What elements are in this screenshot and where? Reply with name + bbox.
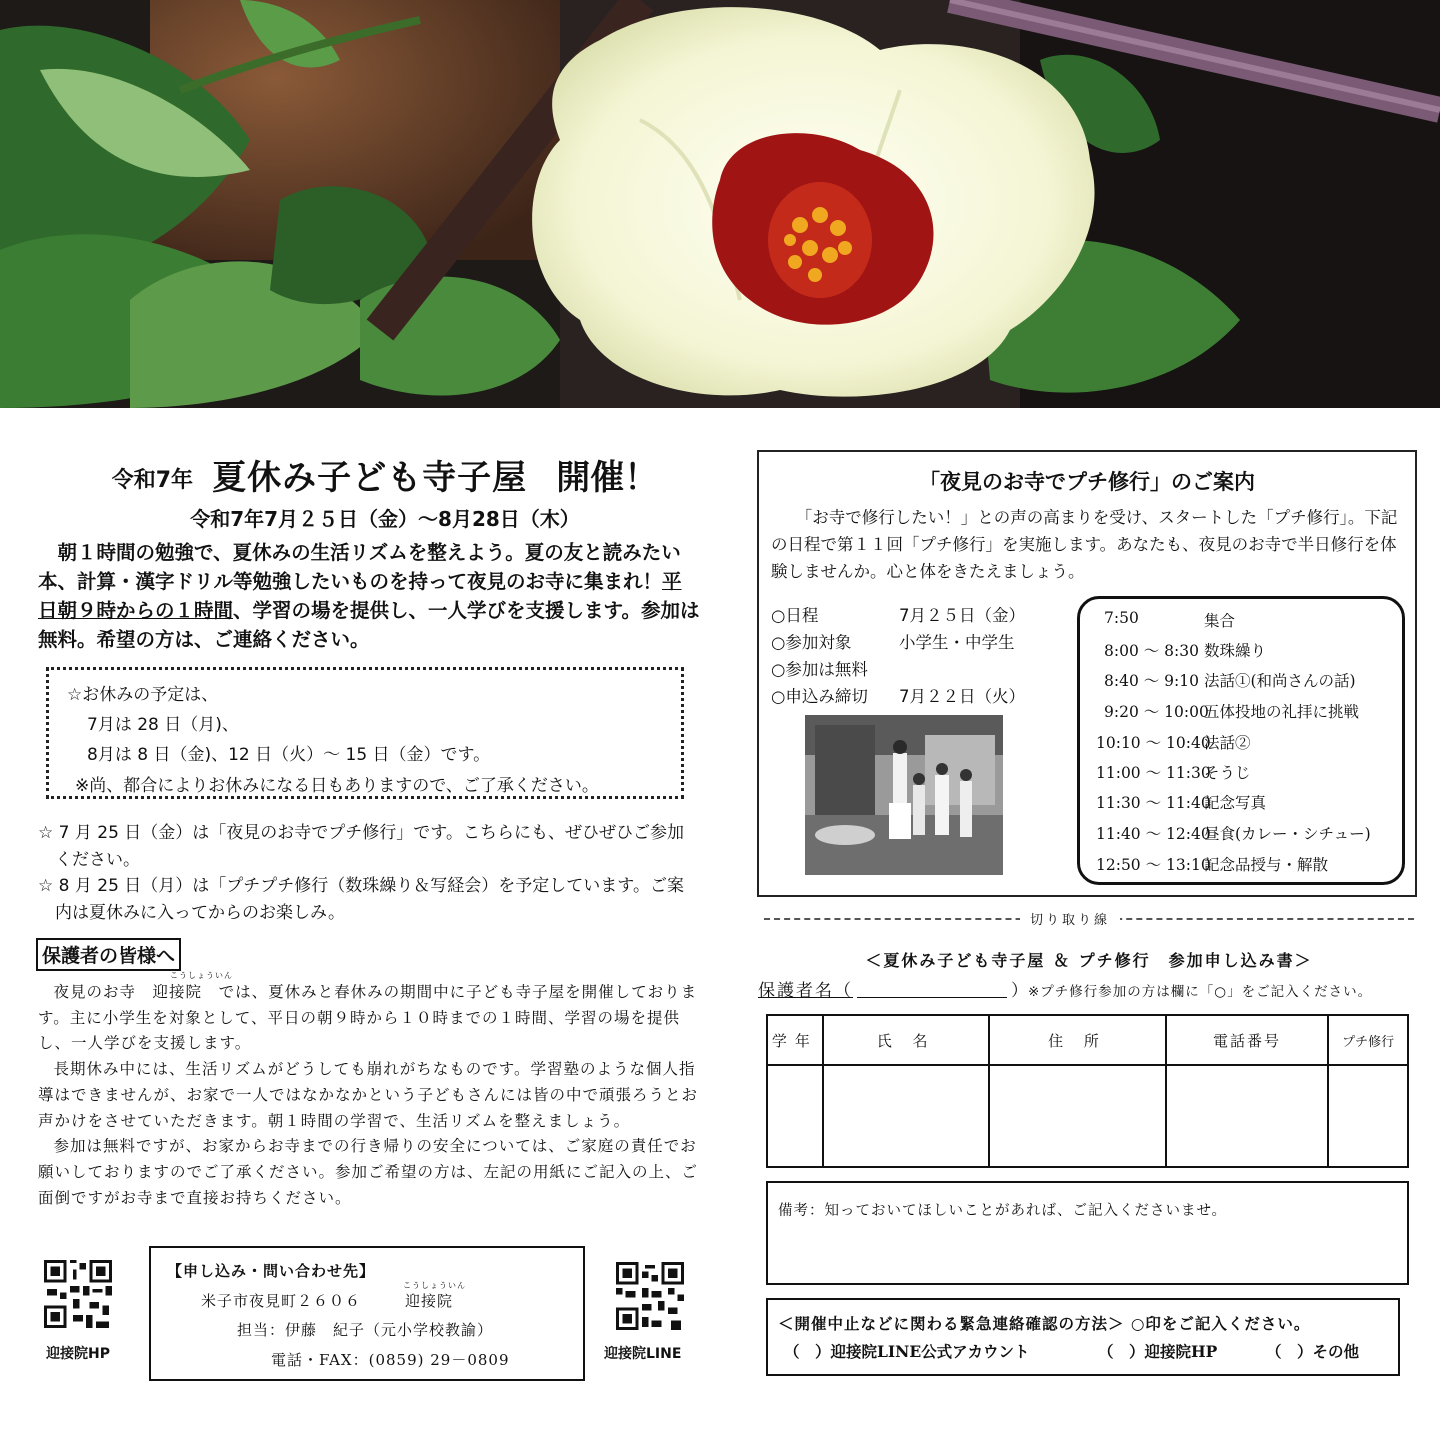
- cut-line-label: 切り取り線: [1020, 909, 1120, 928]
- info-value: 7月２２日（火）: [899, 687, 1025, 706]
- guardian-p1-post: では、夏休みと春休みの期間中に子ども寺子屋を開催しております。主に小学生を対象として、平日の朝９時から１０時までの１時間、学習の場を提供し、一人学びを支援します。: [38, 983, 698, 1053]
- schedule-item: 記念写真: [1204, 794, 1267, 812]
- main-title: [40, 450, 730, 499]
- note-puchipuchi: ☆ 8 月 25 日（月）は「プチプチ修行（数珠繰り＆写経会）を予定しています。ご案内は夏休みに入ってからのお楽しみ。: [38, 876, 684, 923]
- schedule-item: 数珠繰り: [1204, 642, 1267, 660]
- contact-temple: 迎接院: [405, 1292, 454, 1310]
- application-form-title: ＜夏休み子ども寺子屋 ＆ プチ修行 参加申し込み書＞: [865, 951, 1313, 970]
- qr-code-line[interactable]: [616, 1262, 684, 1330]
- qr-line-label: 迎接院LINE: [604, 1346, 682, 1362]
- contact-phone: 電話・FAX：(0859) 29－0809: [271, 1351, 510, 1369]
- guardian-paragraph-1: [38, 980, 698, 1057]
- info-value: 小学生・中学生: [899, 633, 1015, 652]
- guardian-name-field[interactable]: [857, 997, 1007, 998]
- info-label: ○申込み締切: [771, 687, 868, 706]
- intro-text-a: 朝１時間の勉強で、夏休みの生活リズムを整えよう。夏の友と読みたい本、計算・漢字ドリル等勉強したいものを持って夜見のお寺に集まれ！: [38, 541, 681, 593]
- info-label: ○参加は無料: [771, 660, 868, 679]
- table-row: [767, 1065, 1408, 1167]
- schedule-time: 12:50 ～ 13:10: [1096, 856, 1211, 874]
- remarks-box[interactable]: [766, 1181, 1409, 1285]
- holiday-line-4: ※尚、都合によりお休みになる日もありますので、ご了承ください。: [75, 776, 599, 796]
- guardian-note: ※プチ修行参加の方は欄に「○」をご記入ください。: [1028, 984, 1373, 1000]
- intro-underlined-hours: 平日朝９時からの１時間: [38, 570, 682, 622]
- info-value: 7月２５日（金）: [899, 606, 1025, 625]
- emergency-heading: ＜開催中止などに関わる緊急連絡確認の方法＞ ○印をご記入ください。: [778, 1314, 1311, 1333]
- schedule-item: 記念品授与・解散: [1204, 856, 1329, 874]
- header-name: 氏 名: [823, 1015, 989, 1065]
- schedule-time: 11:30 ～ 11:40: [1096, 794, 1211, 812]
- note-puchi-shugyo: ☆ 7 月 25 日（金）は「夜見のお寺でプチ修行」です。こちらにも、ぜひぜひご参加ください。: [38, 823, 684, 870]
- schedule-time: 8:00 ～ 8:30: [1104, 642, 1199, 660]
- info-label: ○日程: [771, 606, 819, 625]
- schedule-time: 10:10 ～ 10:40: [1096, 734, 1211, 752]
- info-row-deadline: [771, 683, 1025, 707]
- info-label: ○参加対象: [771, 633, 852, 652]
- star-notes: [38, 820, 698, 926]
- schedule-box: [1077, 596, 1405, 885]
- schedule-item: 昼食(カレー・シチュー): [1204, 825, 1371, 843]
- cell-name[interactable]: [823, 1065, 989, 1167]
- puchi-shugyo-intro: 「お寺で修行したい！」との声の高まりを受け、スタートした「プチ修行」。下記の日程で第１１回「プチ修行」を実施します。あなたも、夜見のお寺で半日修行を体験しませんか。心と体をきたえましょう。: [771, 508, 1398, 581]
- cell-grade[interactable]: [767, 1065, 823, 1167]
- hibiscus-flower-photo: [0, 0, 1440, 408]
- contact-heading: 【申し込み・問い合わせ先】: [167, 1262, 376, 1280]
- emergency-option-hp[interactable]: （ ）迎接院HP: [1098, 1342, 1218, 1361]
- contact-box: [149, 1246, 585, 1381]
- title-open: 開催！: [556, 458, 659, 498]
- info-row-free: [771, 656, 899, 680]
- qr-hp-label: 迎接院HP: [46, 1346, 110, 1362]
- cell-address[interactable]: [989, 1065, 1165, 1167]
- holiday-schedule-box: [46, 667, 684, 799]
- holiday-line-2: 7月は 28 日（月)、: [87, 715, 239, 735]
- table-header-row: [767, 1015, 1408, 1065]
- intro-text-b: 、学習の場を提供し、一人学びを支援します。参加は無料。希望の方は、ご連絡ください。: [38, 599, 700, 651]
- guardian-paragraph-3: 参加は無料ですが、お家からお寺までの行き帰りの安全については、ご家庭の責任でお願いしておりますのでご了承ください。参加ご希望の方は、左記の用紙にご記入の上、ご面倒ですがお寺まで直接お持ちください。: [38, 1137, 699, 1207]
- temple-ruby: こうしょういん: [170, 971, 233, 980]
- application-table: [766, 1014, 1409, 1168]
- cell-phone[interactable]: [1166, 1065, 1328, 1167]
- emergency-contact-box: [766, 1298, 1400, 1376]
- header-puchi-shugyo: プチ修行: [1328, 1015, 1408, 1065]
- schedule-time: 7:50: [1104, 609, 1139, 627]
- schedule-time: 9:20 ～ 10:00: [1104, 703, 1209, 721]
- schedule-time: 11:00 ～ 11:30: [1096, 764, 1211, 782]
- schedule-item: 法話②: [1204, 734, 1251, 752]
- holiday-line-1: ☆お休みの予定は、: [67, 685, 219, 705]
- contact-address: 米子市夜見町２６０６: [201, 1292, 362, 1310]
- info-row-date: [771, 602, 1025, 626]
- schedule-item: 集合: [1204, 612, 1236, 630]
- schedule-time: 8:40 ～ 9:10: [1104, 672, 1199, 690]
- emergency-option-other[interactable]: （ ）その他: [1266, 1342, 1360, 1361]
- cell-puchi-shugyo[interactable]: [1328, 1065, 1408, 1167]
- guardian-paragraph-2: 長期休み中には、生活リズムがどうしても崩れがちなものです。学習塾のような個人指導はできませんが、お家で一人ではなかなかという子どもさんには皆の中で頑張ろうとお声かけをさせていただきます。朝１時間の学習で、生活リズムを整えましょう。: [38, 1060, 699, 1130]
- remarks-label: 備考：知っておいてほしいことがあれば、ご記入くださいませ。: [778, 1203, 1228, 1219]
- puchi-shugyo-panel: [757, 450, 1417, 897]
- intro-paragraph: [38, 538, 700, 654]
- title-year: 令和7年: [111, 468, 194, 493]
- contact-person: 担当：伊藤 紀子（元小学校教諭）: [237, 1321, 494, 1339]
- header-address: 住 所: [989, 1015, 1165, 1065]
- schedule-item: そうじ: [1204, 764, 1251, 782]
- guardian-name-label: 保護者名（: [758, 981, 853, 1001]
- guardian-heading: 保護者の皆様へ: [36, 938, 181, 971]
- event-dates: 令和7年7月２５日（金）～8月28日（木）: [190, 507, 580, 531]
- header-grade: 学年: [767, 1015, 823, 1065]
- schedule-time: 11:40 ～ 12:40: [1096, 825, 1211, 843]
- temple-name: 迎接院: [152, 983, 203, 1001]
- guardian-name-line: [758, 976, 1372, 1001]
- guardian-body: [38, 980, 698, 1211]
- guardian-name-close: ）: [1011, 981, 1028, 1001]
- schedule-item: 法話①(和尚さんの話): [1204, 672, 1356, 690]
- header-phone: 電話番号: [1166, 1015, 1328, 1065]
- holiday-line-3: 8月は 8 日（金)、12 日（火）～ 15 日（金）です。: [87, 745, 491, 765]
- temple-training-photo: [805, 715, 1003, 875]
- contact-temple-ruby: こうしょういん: [403, 1281, 466, 1290]
- schedule-item: 五体投地の礼拝に挑戦: [1204, 703, 1360, 721]
- puchi-shugyo-title: 「夜見のお寺でプチ修行」のご案内: [919, 470, 1255, 494]
- title-main: 夏休み子ども寺子屋: [212, 458, 528, 498]
- emergency-option-line[interactable]: （ ）迎接院LINE公式アカウント: [784, 1342, 1030, 1361]
- guardian-p1-pre: 夜見のお寺: [53, 983, 137, 1001]
- qr-code-hp[interactable]: [44, 1260, 112, 1328]
- info-row-target: [771, 629, 1015, 653]
